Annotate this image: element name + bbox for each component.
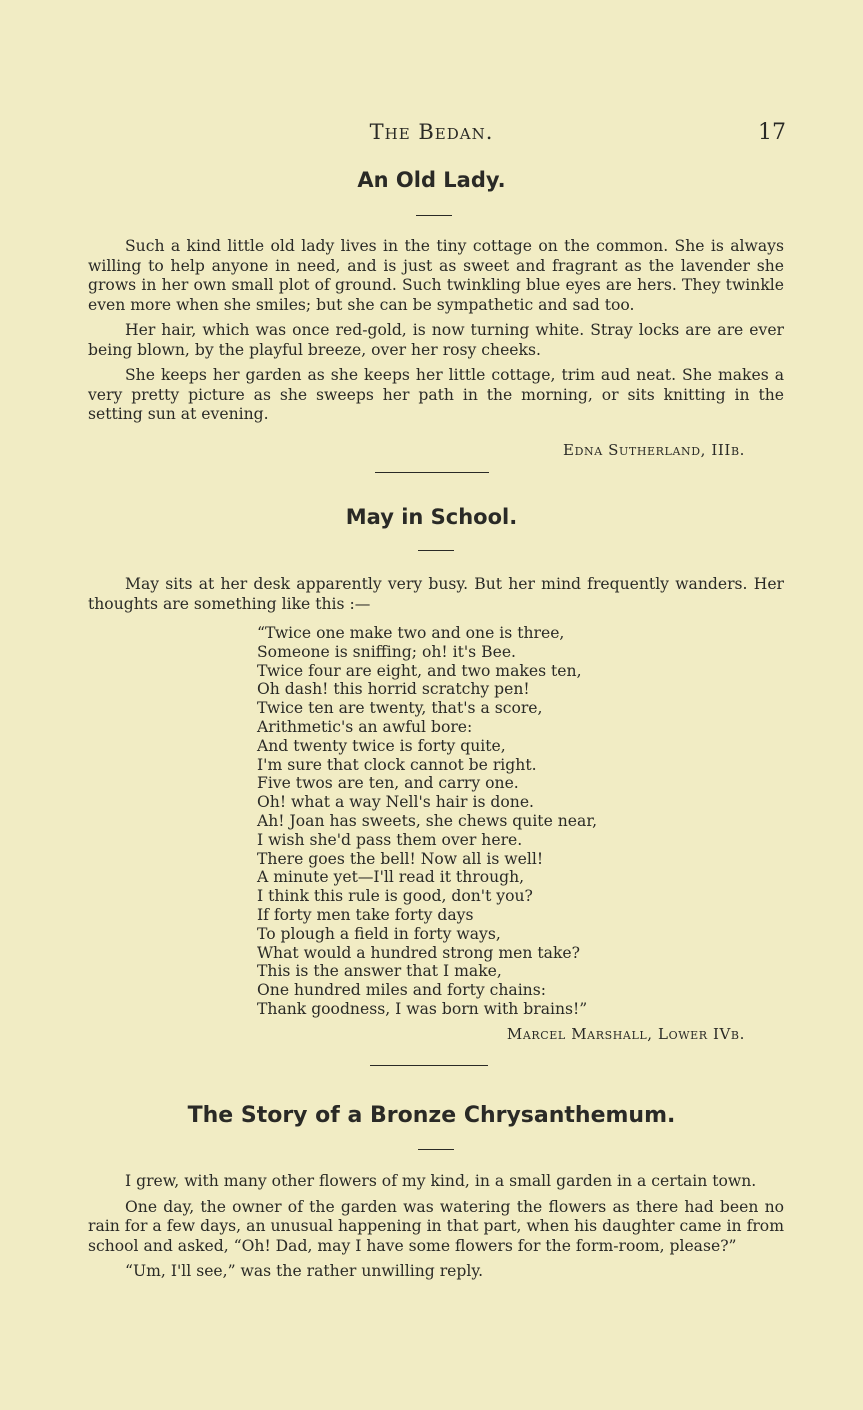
poem xyxy=(257,624,597,1019)
paragraph: May sits at her desk apparently very busy. But her mind frequently wanders. Her thoughts are something like this :— xyxy=(88,575,784,613)
section-divider xyxy=(370,1065,488,1066)
paragraph: I grew, with many other flowers of my kind, in a small garden in a certain town. xyxy=(125,1172,757,1190)
article-intro-may-in-school xyxy=(88,575,784,620)
page-number: 17 xyxy=(758,120,786,145)
title-rule xyxy=(418,1149,454,1150)
poem-line: And twenty twice is forty quite, xyxy=(257,736,506,755)
poem-line: I'm sure that clock cannot be right. xyxy=(257,755,537,774)
article-title-may-in-school: May in School. xyxy=(345,505,518,529)
poem-line: Oh! what a way Nell's hair is done. xyxy=(257,793,535,812)
title-rule xyxy=(418,550,454,551)
poem-line: A minute yet—I'll read it through, xyxy=(257,868,525,887)
poem-line: If forty men take forty days xyxy=(257,905,474,924)
byline-edna-sutherland: Edna Sutherland, IIIb. xyxy=(563,441,745,459)
title-rule xyxy=(416,215,452,216)
poem-line: One hundred miles and forty chains: xyxy=(257,981,546,1000)
paragraph: “Um, I'll see,” was the rather unwilling reply. xyxy=(125,1262,484,1280)
poem-line: Oh dash! this horrid scratchy pen! xyxy=(257,680,530,699)
poem-line: Five twos are ten, and carry one. xyxy=(257,774,519,793)
poem-line: Twice ten are twenty, that's a score, xyxy=(257,699,543,718)
poem-line: To plough a field in forty ways, xyxy=(257,924,501,943)
poem-line: Arithmetic's an awful bore: xyxy=(257,717,473,736)
poem-line: There goes the bell! Now all is well! xyxy=(257,849,544,868)
poem-line: I think this rule is good, don't you? xyxy=(257,887,533,906)
paragraph: One day, the owner of the garden was watering the flowers as there had been no rain for a few days, an unusual happening in that part, when his daughter came in from school and asked, “Oh! Dad, may I have some flowers for the form-room, please?” xyxy=(88,1197,784,1255)
section-divider xyxy=(375,472,489,473)
paragraph: Her hair, which was once red-gold, is now turning white. Stray locks are are ever being blown, by the playful breeze, over her rosy cheeks. xyxy=(88,321,784,359)
poem-line: Someone is sniffing; oh! it's Bee. xyxy=(257,642,517,661)
poem-line: What would a hundred strong men take? xyxy=(257,943,580,962)
poem-line: Ah! Joan has sweets, she chews quite near, xyxy=(257,811,598,830)
poem-line: Thank goodness, I was born with brains!” xyxy=(257,999,588,1018)
poem-line: I wish she'd pass them over here. xyxy=(257,830,523,849)
paragraph: Such a kind little old lady lives in the tiny cottage on the common. She is always willing to help anyone in need, and is just as sweet and fragrant as the lavender she grows in her own small plot of ground. Such twinkling blue eyes are hers. They twinkle even more when she smiles; but she can be sympathetic and sad too. xyxy=(88,237,784,314)
paragraph: She keeps her garden as she keeps her little cottage, trim aud neat. She makes a very pretty picture as she sweeps her path in the morning, or sits knitting in the setting sun at evening. xyxy=(88,366,784,423)
poem-line: “Twice one make two and one is three, xyxy=(257,624,565,642)
poem-line: Twice four are eight, and two makes ten, xyxy=(257,661,582,680)
article-body-old-lady xyxy=(88,237,784,431)
article-title-bronze-chrysanthemum: The Story of a Bronze Chrysanthemum. xyxy=(187,1103,676,1128)
byline-marcel-marshall: Marcel Marshall, Lower IVb. xyxy=(506,1025,745,1043)
poem-line: This is the answer that I make, xyxy=(257,962,502,981)
running-head: The Bedan. xyxy=(369,120,494,144)
article-body-bronze-chrysanthemum xyxy=(88,1172,784,1288)
article-title-old-lady: An Old Lady. xyxy=(357,168,506,192)
